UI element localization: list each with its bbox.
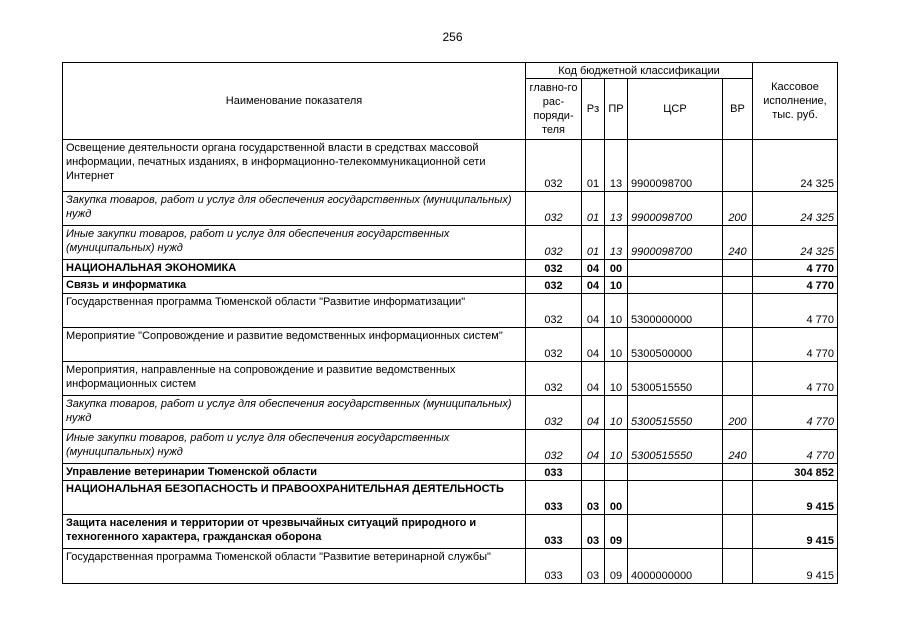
table-row	[63, 328, 838, 362]
row-rz-cell: 04	[582, 294, 605, 328]
table-header	[63, 63, 838, 140]
row-amount-cell: 4 770	[753, 362, 838, 396]
row-pr-cell: 10	[605, 430, 628, 464]
row-glav-cell: 033	[526, 515, 582, 549]
header-rz: Рз	[582, 79, 605, 140]
row-glav-cell: 032	[526, 260, 582, 277]
row-vr-cell	[723, 260, 753, 277]
row-csr-cell: 9900098700	[628, 140, 723, 192]
table-row	[63, 294, 838, 328]
row-name-cell: НАЦИОНАЛЬНАЯ ЭКОНОМИКА	[63, 260, 526, 277]
row-vr-cell	[723, 140, 753, 192]
row-rz-cell: 03	[582, 515, 605, 549]
row-rz-cell: 04	[582, 430, 605, 464]
table-row	[63, 260, 838, 277]
row-pr-cell	[605, 464, 628, 481]
row-csr-cell	[628, 260, 723, 277]
row-name-cell: Иные закупки товаров, работ и услуг для обеспечения государственных (муниципальных) нужд	[63, 430, 526, 464]
row-amount-cell: 4 770	[753, 396, 838, 430]
row-pr-cell: 00	[605, 481, 628, 515]
row-glav-cell: 032	[526, 328, 582, 362]
row-csr-cell: 5300515550	[628, 362, 723, 396]
row-vr-cell	[723, 362, 753, 396]
row-pr-cell: 09	[605, 549, 628, 584]
row-vr-cell	[723, 549, 753, 584]
row-csr-cell: 9900098700	[628, 192, 723, 226]
row-pr-cell: 10	[605, 362, 628, 396]
row-csr-cell: 9900098700	[628, 226, 723, 260]
row-csr-cell: 5300515550	[628, 396, 723, 430]
row-vr-cell: 240	[723, 226, 753, 260]
row-vr-cell	[723, 464, 753, 481]
row-glav-cell: 032	[526, 430, 582, 464]
row-name-cell: Связь и информатика	[63, 277, 526, 294]
row-name-cell: Освещение деятельности органа государственной власти в средствах массовой информации, печатных изданиях, в информационно-телекоммуникационной сети Интернет	[63, 140, 526, 192]
row-pr-cell: 13	[605, 226, 628, 260]
row-vr-cell: 200	[723, 396, 753, 430]
header-csr: ЦСР	[628, 79, 723, 140]
row-amount-cell: 4 770	[753, 277, 838, 294]
row-name-cell: Управление ветеринарии Тюменской области	[63, 464, 526, 481]
row-csr-cell: 5300500000	[628, 328, 723, 362]
header-vr: ВР	[723, 79, 753, 140]
row-glav-cell: 032	[526, 140, 582, 192]
header-classification-group: Код бюджетной классификации	[526, 63, 753, 79]
row-vr-cell	[723, 328, 753, 362]
table-row	[63, 396, 838, 430]
row-name-cell: НАЦИОНАЛЬНАЯ БЕЗОПАСНОСТЬ И ПРАВООХРАНИТЕЛЬНАЯ ДЕЯТЕЛЬНОСТЬ	[63, 481, 526, 515]
row-vr-cell	[723, 294, 753, 328]
row-name-cell: Государственная программа Тюменской области "Развитие ветеринарной службы"	[63, 549, 526, 584]
row-csr-cell	[628, 277, 723, 294]
row-name-cell: Закупка товаров, работ и услуг для обеспечения государственных (муниципальных) нужд	[63, 192, 526, 226]
row-glav-cell: 032	[526, 396, 582, 430]
table-row	[63, 277, 838, 294]
table-row	[63, 481, 838, 515]
row-amount-cell: 4 770	[753, 294, 838, 328]
row-glav-cell: 032	[526, 277, 582, 294]
row-name-cell: Мероприятия, направленные на сопровождение и развитие ведомственных информационных систем	[63, 362, 526, 396]
row-amount-cell: 24 325	[753, 140, 838, 192]
row-pr-cell: 10	[605, 294, 628, 328]
table-row	[63, 515, 838, 549]
page-number: 256	[442, 30, 463, 44]
row-rz-cell	[582, 464, 605, 481]
row-glav-cell: 032	[526, 362, 582, 396]
row-pr-cell: 09	[605, 515, 628, 549]
row-name-cell: Иные закупки товаров, работ и услуг для обеспечения государственных (муниципальных) нужд	[63, 226, 526, 260]
row-rz-cell: 04	[582, 396, 605, 430]
table-row	[63, 549, 838, 584]
row-glav-cell: 032	[526, 192, 582, 226]
row-amount-cell: 9 415	[753, 515, 838, 549]
row-name-cell: Закупка товаров, работ и услуг для обеспечения государственных (муниципальных) нужд	[63, 396, 526, 430]
row-csr-cell: 5300515550	[628, 430, 723, 464]
row-pr-cell: 13	[605, 192, 628, 226]
row-amount-cell: 304 852	[753, 464, 838, 481]
row-rz-cell: 03	[582, 481, 605, 515]
row-glav-cell: 033	[526, 481, 582, 515]
row-glav-cell: 033	[526, 464, 582, 481]
row-amount-cell: 24 325	[753, 192, 838, 226]
row-csr-cell	[628, 515, 723, 549]
row-glav-cell: 032	[526, 294, 582, 328]
table-row	[63, 464, 838, 481]
row-rz-cell: 04	[582, 277, 605, 294]
row-rz-cell: 04	[582, 260, 605, 277]
row-amount-cell: 4 770	[753, 260, 838, 277]
row-rz-cell: 01	[582, 140, 605, 192]
row-pr-cell: 00	[605, 260, 628, 277]
row-name-cell: Защита населения и территории от чрезвычайных ситуаций природного и техногенного характера, гражданская оборона	[63, 515, 526, 549]
row-csr-cell	[628, 481, 723, 515]
row-pr-cell: 10	[605, 328, 628, 362]
header-pr: ПР	[605, 79, 628, 140]
row-name-cell: Мероприятие "Сопровождение и развитие ведомственных информационных систем"	[63, 328, 526, 362]
table-row	[63, 362, 838, 396]
row-vr-cell: 240	[723, 430, 753, 464]
row-vr-cell	[723, 277, 753, 294]
row-csr-cell: 4000000000	[628, 549, 723, 584]
header-glav: главно-го рас-поряди-теля	[526, 79, 582, 140]
row-vr-cell: 200	[723, 192, 753, 226]
row-amount-cell: 4 770	[753, 430, 838, 464]
table-row	[63, 192, 838, 226]
row-amount-cell: 9 415	[753, 481, 838, 515]
table-row	[63, 140, 838, 192]
row-csr-cell	[628, 464, 723, 481]
row-amount-cell: 24 325	[753, 226, 838, 260]
row-rz-cell: 01	[582, 226, 605, 260]
row-rz-cell: 01	[582, 192, 605, 226]
row-amount-cell: 9 415	[753, 549, 838, 584]
row-csr-cell: 5300000000	[628, 294, 723, 328]
row-rz-cell: 04	[582, 328, 605, 362]
row-glav-cell: 033	[526, 549, 582, 584]
row-vr-cell	[723, 481, 753, 515]
header-name: Наименование показателя	[63, 63, 526, 140]
table-row	[63, 226, 838, 260]
row-name-cell: Государственная программа Тюменской области "Развитие информатизации"	[63, 294, 526, 328]
table-body	[63, 140, 838, 584]
table-row	[63, 430, 838, 464]
row-rz-cell: 03	[582, 549, 605, 584]
row-glav-cell: 032	[526, 226, 582, 260]
header-amount: Кассовое исполнение, тыс. руб.	[753, 63, 838, 140]
row-pr-cell: 13	[605, 140, 628, 192]
row-rz-cell: 04	[582, 362, 605, 396]
row-amount-cell: 4 770	[753, 328, 838, 362]
row-pr-cell: 10	[605, 277, 628, 294]
row-vr-cell	[723, 515, 753, 549]
budget-table	[62, 62, 838, 584]
row-pr-cell: 10	[605, 396, 628, 430]
